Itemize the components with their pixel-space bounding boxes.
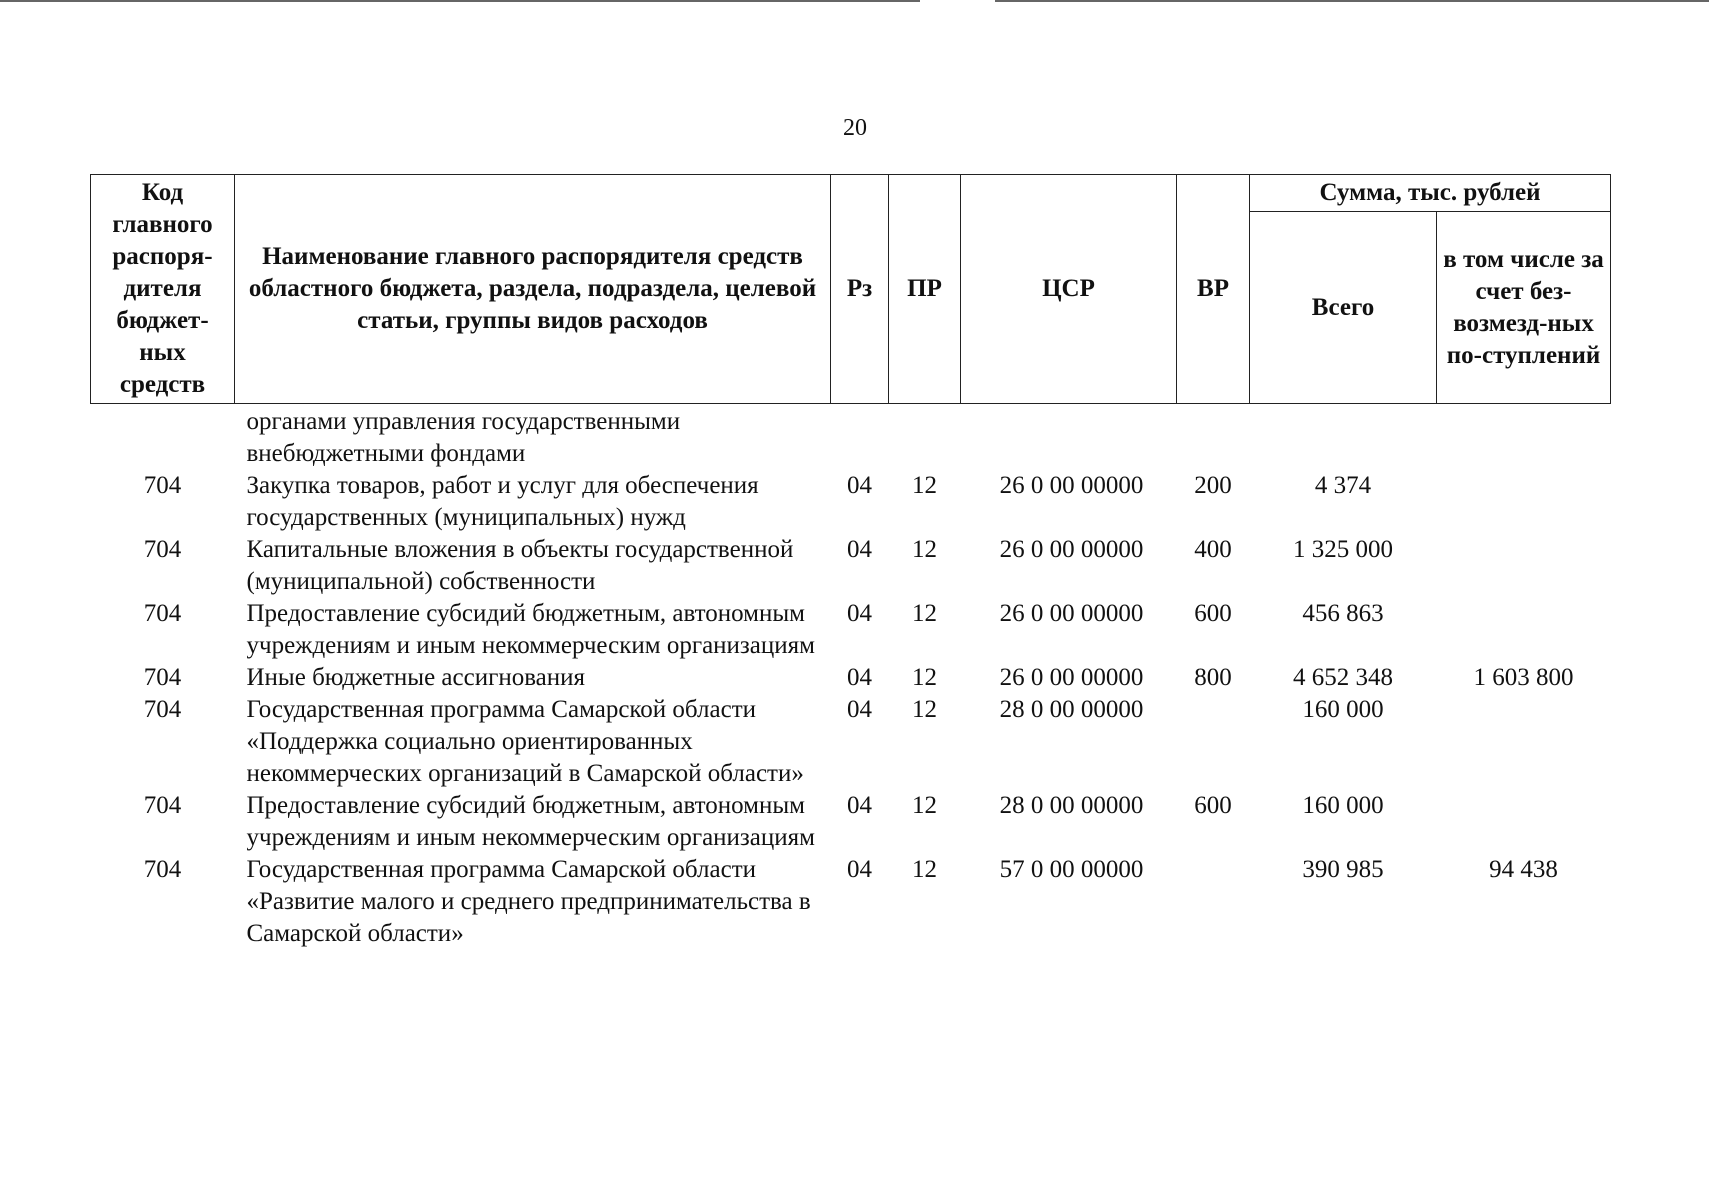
cell-csr: 26 0 00 00000 [999, 536, 1144, 563]
cell-free [1437, 790, 1611, 854]
cell-name: Капитальные вложения в объекты государственной (муниципальной) собственности [246, 536, 794, 595]
table-row [91, 662, 1611, 694]
cell-pr: 12 [912, 792, 937, 819]
cell-rz: 04 [847, 664, 872, 691]
cell-csr [961, 404, 1177, 471]
cell-rz: 04 [847, 856, 872, 883]
cell-pr: 12 [912, 696, 937, 723]
header-free: в том числе за счет без-возмезд-ных по-ступлений [1437, 212, 1611, 404]
table-row [91, 534, 1611, 598]
cell-free: 94 438 [1489, 856, 1558, 883]
cell-vr: 600 [1194, 792, 1232, 819]
cell-vr: 200 [1194, 472, 1232, 499]
cell-rz: 04 [847, 600, 872, 627]
cell-free [1437, 470, 1611, 534]
cell-rz [831, 404, 889, 471]
cell-total: 4 652 348 [1293, 664, 1393, 691]
cell-free: 1 603 800 [1473, 664, 1574, 691]
table-row [91, 598, 1611, 662]
budget-table [90, 174, 1611, 950]
cell-total: 160 000 [1302, 792, 1384, 819]
cell-code: 704 [143, 856, 182, 883]
cell-name: Государственная программа Самарской области «Развитие малого и среднего предпринимательства в Самарской области» [246, 856, 811, 947]
table-row [91, 854, 1611, 950]
cell-vr [1177, 694, 1250, 790]
cell-free [1437, 598, 1611, 662]
header-vr: ВР [1177, 175, 1250, 404]
scan-edge-left [0, 0, 920, 2]
table-row [91, 404, 1611, 471]
cell-total [1250, 404, 1437, 471]
cell-csr: 26 0 00 00000 [999, 600, 1144, 627]
table-header [91, 175, 1611, 404]
cell-free [1437, 534, 1611, 598]
cell-pr: 12 [912, 472, 937, 499]
cell-csr: 57 0 00 00000 [999, 856, 1144, 883]
table-body [91, 404, 1611, 951]
cell-name: Иные бюджетные ассигнования [246, 664, 586, 691]
cell-csr: 28 0 00 00000 [999, 792, 1144, 819]
header-pr: ПР [889, 175, 961, 404]
cell-pr [889, 404, 961, 471]
cell-csr: 26 0 00 00000 [999, 664, 1144, 691]
cell-code [91, 404, 235, 471]
cell-name: Государственная программа Самарской области «Поддержка социально ориентированных некоммерческих организаций в Самарской области» [246, 696, 804, 787]
table-row [91, 470, 1611, 534]
cell-pr: 12 [912, 600, 937, 627]
cell-vr [1177, 854, 1250, 950]
table-row [91, 790, 1611, 854]
cell-pr: 12 [912, 536, 937, 563]
header-sum: Сумма, тыс. рублей [1250, 175, 1611, 212]
cell-name: органами управления государственными внебюджетными фондами [246, 408, 681, 467]
cell-vr: 600 [1194, 600, 1232, 627]
table-row [91, 694, 1611, 790]
cell-code: 704 [143, 664, 182, 691]
cell-total: 390 985 [1302, 856, 1384, 883]
cell-rz: 04 [847, 792, 872, 819]
cell-code: 704 [143, 792, 182, 819]
cell-code: 704 [143, 696, 182, 723]
header-rz: Рз [831, 175, 889, 404]
cell-rz: 04 [847, 696, 872, 723]
header-name: Наименование главного распорядителя средств областного бюджета, раздела, подраздела, целевой статьи, группы видов расходов [235, 175, 831, 404]
cell-name: Предоставление субсидий бюджетным, автономным учреждениям и иным некоммерческим организациям [246, 600, 815, 659]
cell-rz: 04 [847, 472, 872, 499]
cell-code: 704 [143, 536, 182, 563]
header-total: Всего [1250, 212, 1437, 404]
cell-vr [1177, 404, 1250, 471]
cell-vr: 800 [1194, 664, 1232, 691]
cell-pr: 12 [912, 664, 937, 691]
cell-pr: 12 [912, 856, 937, 883]
cell-free [1437, 404, 1611, 471]
cell-total: 456 863 [1302, 600, 1384, 627]
cell-total: 1 325 000 [1293, 536, 1393, 563]
cell-vr: 400 [1194, 536, 1232, 563]
cell-code: 704 [143, 600, 182, 627]
scan-edge-right [995, 0, 1709, 2]
cell-name: Предоставление субсидий бюджетным, автономным учреждениям и иным некоммерческим организациям [246, 792, 815, 851]
cell-code: 704 [143, 472, 182, 499]
cell-free [1437, 694, 1611, 790]
page-number: 20 [843, 115, 867, 141]
cell-rz: 04 [847, 536, 872, 563]
cell-total: 4 374 [1314, 472, 1372, 499]
cell-csr: 28 0 00 00000 [999, 696, 1144, 723]
header-csr: ЦСР [961, 175, 1177, 404]
header-code: Код главного распоря-дителя бюджет-ных средств [91, 175, 235, 404]
cell-name: Закупка товаров, работ и услуг для обеспечения государственных (муниципальных) нужд [246, 472, 759, 531]
cell-csr: 26 0 00 00000 [999, 472, 1144, 499]
cell-total: 160 000 [1302, 696, 1384, 723]
